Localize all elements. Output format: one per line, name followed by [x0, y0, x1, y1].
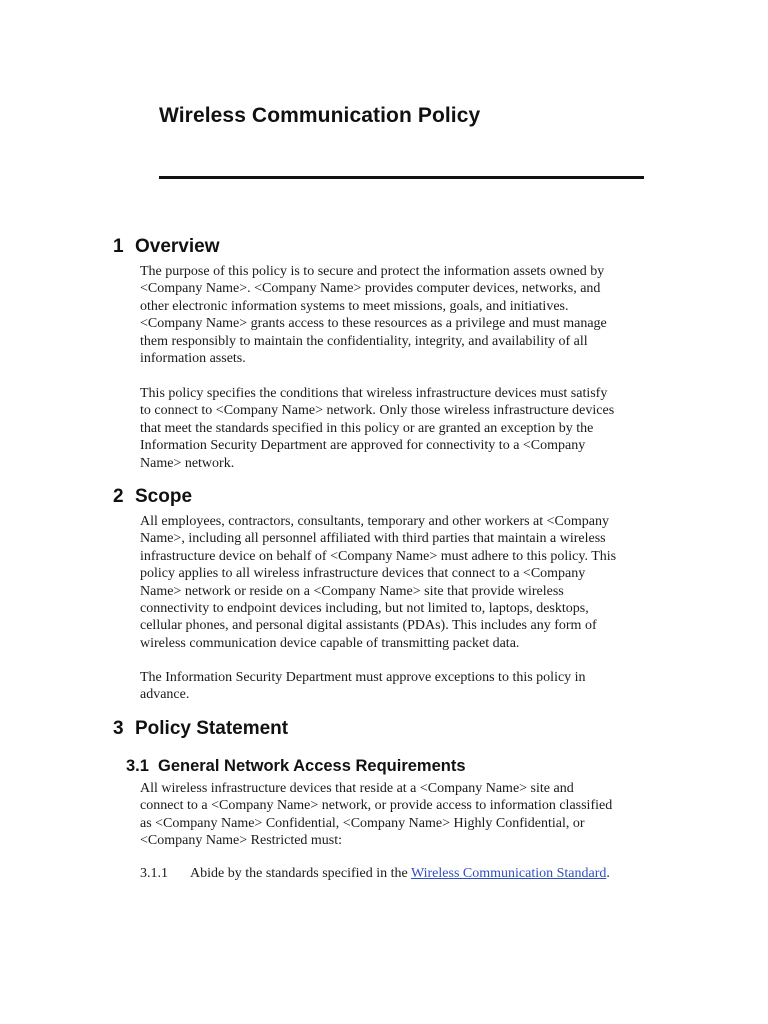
text-line: cellular phones, and personal digital assistants (PDAs). This includes any form of [140, 618, 597, 634]
subsection-heading-general-network-access [126, 757, 466, 776]
text-line: Information Security Department are approved for connectivity to a <Company [140, 438, 586, 454]
section-title: Overview [135, 236, 220, 257]
text-line: <Company Name>. <Company Name> provides computer devices, networks, and [140, 281, 601, 297]
text-line: advance. [140, 687, 190, 703]
section-heading-scope [113, 486, 192, 508]
scope-paragraph-1 [140, 513, 660, 652]
title-divider [159, 176, 644, 179]
text-line: The Information Security Department must approve exceptions to this policy in [140, 670, 586, 685]
text-line: Name> network. [140, 455, 235, 471]
text-line: connectivity to endpoint devices including, but not limited to, laptops, desktops, [140, 601, 589, 617]
subsection-number: 3.1 [126, 757, 149, 775]
text-line: All wireless infrastructure devices that reside at a <Company Name> site and [140, 781, 574, 796]
section-title: Policy Statement [135, 718, 289, 739]
text-line: Name>, including all personnel affiliated with third parties that maintain a wireless [140, 531, 606, 547]
section-number: 3 [113, 718, 124, 739]
text-line: information assets. [140, 351, 246, 367]
text-line: <Company Name> grants access to these resources as a privilege and must manage [140, 316, 607, 332]
text-line: that meet the standards specified in this policy or are granted an exception by the [140, 420, 594, 436]
section-heading-policy-statement [113, 718, 288, 740]
section-number: 2 [113, 486, 124, 507]
text-line: as <Company Name> Confidential, <Company Name> Highly Confidential, or [140, 815, 585, 831]
wireless-communication-standard-link[interactable]: Wireless Communication Standard [410, 866, 607, 881]
text-line: other electronic information systems to meet missions, goals, and initiatives. [140, 298, 569, 314]
overview-paragraph-2 [140, 385, 660, 472]
text-line: them responsibly to maintain the confidentiality, integrity, and availability of all [140, 333, 588, 349]
text-line: connect to a <Company Name> network, or provide access to information classified [140, 798, 613, 814]
general-network-access-paragraph [140, 780, 660, 850]
overview-paragraph-1 [140, 263, 660, 367]
text-line: Name> network or reside on a <Company Name> site that provide wireless [140, 583, 564, 599]
text-line: The purpose of this policy is to secure and protect the information assets owned by [140, 264, 605, 279]
text-line: to connect to <Company Name> network. Only those wireless infrastructure devices [140, 403, 615, 419]
scope-paragraph-2 [140, 669, 660, 704]
requirement-item-3-1-1 [140, 865, 610, 882]
item-text: Abide by the standards specified in the [190, 866, 411, 881]
document-title: Wireless Communication Policy [159, 104, 481, 127]
text-line: All employees, contractors, consultants, temporary and other workers at <Company [140, 514, 609, 529]
item-number: 3.1.1 [140, 866, 168, 881]
section-title: Scope [135, 486, 193, 507]
text-line: <Company Name> Restricted must: [140, 833, 343, 849]
text-line: policy applies to all wireless infrastructure devices that connect to a <Company [140, 566, 586, 582]
text-line: This policy specifies the conditions that wireless infrastructure devices must satisfy [140, 386, 608, 401]
section-number: 1 [113, 236, 124, 257]
subsection-title: General Network Access Requirements [158, 757, 466, 775]
text-line: wireless communication device capable of transmitting packet data. [140, 635, 520, 651]
item-text-end: . [606, 866, 610, 881]
section-heading-overview [113, 236, 220, 258]
text-line: infrastructure device on behalf of <Company Name> must adhere to this policy. This [140, 548, 617, 564]
